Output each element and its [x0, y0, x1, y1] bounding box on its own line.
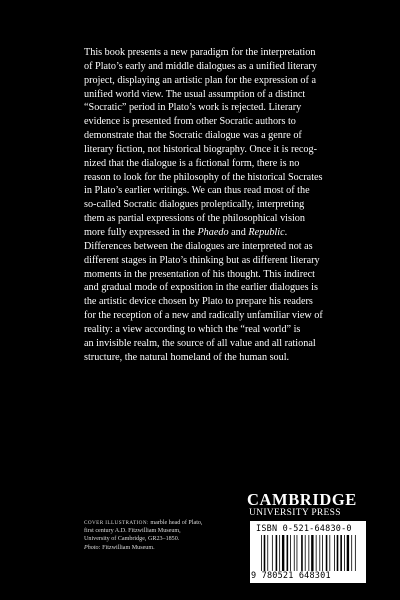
blurb-line: structure, the natural homeland of the human soul.: [84, 351, 290, 363]
barcode-stripe: [282, 535, 284, 571]
blurb-line: moments in the presentation of his thought. This indirect: [84, 268, 315, 280]
barcode-stripe: [344, 535, 345, 571]
barcode-stripe: [264, 535, 266, 571]
blurb-line: Differences between the dialogues are interpreted not as: [84, 240, 313, 252]
barcode-stripe: [351, 535, 352, 571]
publisher-subtitle: UNIVERSITY PRESS: [249, 508, 341, 518]
barcode-digits: 9 780521 648301: [251, 571, 331, 581]
barcode-stripe: [287, 535, 289, 571]
blurb-text: .: [284, 226, 288, 238]
barcode-stripe: [301, 535, 303, 571]
barcode-stripe: [355, 535, 356, 571]
blurb-line: project, displaying an artistic plan for the expression of a: [84, 74, 316, 86]
blurb-line: unified world view. The usual assumption of a distinct: [84, 88, 306, 100]
barcode-stripe: [311, 535, 313, 571]
barcode-stripe: [340, 535, 342, 571]
blurb-line: nized that the dialogue is a fictional form, there is no: [84, 157, 300, 169]
blurb-line: an invisible realm, the source of all value and all rational: [84, 337, 316, 349]
barcode-stripe: [294, 535, 295, 571]
barcode-stripe: [329, 535, 330, 571]
barcode-stripe: [334, 535, 335, 571]
blurb-line: reality: a view according to which the “real world” is: [84, 323, 301, 335]
barcode-stripe: [305, 535, 306, 571]
barcode-stripe: [319, 535, 320, 571]
blurb-line: so-called Socratic dialogues proleptically, interpreting: [84, 199, 305, 211]
blurb-line-with-titles: [84, 226, 320, 240]
title-phaedo: Phaedo: [197, 226, 229, 238]
barcode-stripe: [276, 535, 278, 571]
barcode-stripe: [290, 535, 291, 571]
barcode-bars: [261, 535, 361, 571]
publisher-logo: [247, 491, 367, 519]
barcode-stripe: [279, 535, 280, 571]
barcode-stripe: [308, 535, 309, 571]
blurb-line: reason to look for the philosophy of the historical Socrates: [84, 171, 323, 183]
barcode-stripe: [316, 535, 317, 571]
blurb-line: the artistic device chosen by Plato to prepare his readers: [84, 296, 313, 308]
credit-text: first century A.D. Fitzwilliam Museum,: [84, 528, 181, 535]
blurb-text: and: [228, 226, 249, 238]
barcode-stripe: [297, 535, 298, 571]
blurb-line: in Plato’s earlier writings. We can thus read most of the: [84, 185, 310, 197]
blurb-line: of Plato’s early and middle dialogues as a unified literary: [84, 60, 317, 72]
blurb-line: and gradual mode of exposition in the earlier dialogues is: [84, 282, 318, 294]
blurb-line: “Socratic” period in Plato’s work is rejected. Literary: [84, 102, 302, 114]
blurb-text: more fully expressed in the: [84, 226, 198, 238]
barcode-stripe: [322, 535, 323, 571]
blurb-line: for the reception of a new and radically unfamiliar view of: [84, 310, 323, 322]
barcode-stripe: [337, 535, 339, 571]
barcode-stripe: [272, 535, 273, 571]
blurb-line: This book presents a new paradigm for the interpretation: [84, 47, 316, 58]
credit-text: University of Cambridge, GR23–1850.: [84, 536, 180, 543]
blurb-line: demonstrate that the Socratic dialogue was a genre of: [84, 130, 302, 142]
credit-text: Fitzwilliam Museum.: [100, 544, 155, 551]
blurb-line: evidence is presented from other Socratic authors to: [84, 116, 296, 128]
barcode-stripe: [261, 535, 262, 571]
barcode-stripe: [347, 535, 349, 571]
credit-label: COVER ILLUSTRATION:: [84, 520, 149, 526]
blurb-line: literary fiction, not historical biography. Once it is recog-: [84, 143, 318, 155]
photo-label: Photo:: [84, 544, 101, 551]
blurb-line: them as partial expressions of the philosophical vision: [84, 213, 305, 225]
publisher-name: CAMBRIDGE: [247, 490, 357, 509]
title-republic: Republic: [248, 226, 285, 238]
barcode-stripe: [267, 535, 268, 571]
back-cover-blurb: [84, 46, 323, 364]
blurb-line: different stages in Plato’s thinking but as different literary: [84, 254, 320, 266]
barcode-stripe: [326, 535, 328, 571]
barcode-box: [250, 521, 366, 583]
isbn-text: ISBN 0-521-64830-0: [256, 524, 352, 534]
credit-text: marble head of Plato,: [148, 520, 203, 526]
cover-illustration-credit: [84, 519, 244, 552]
